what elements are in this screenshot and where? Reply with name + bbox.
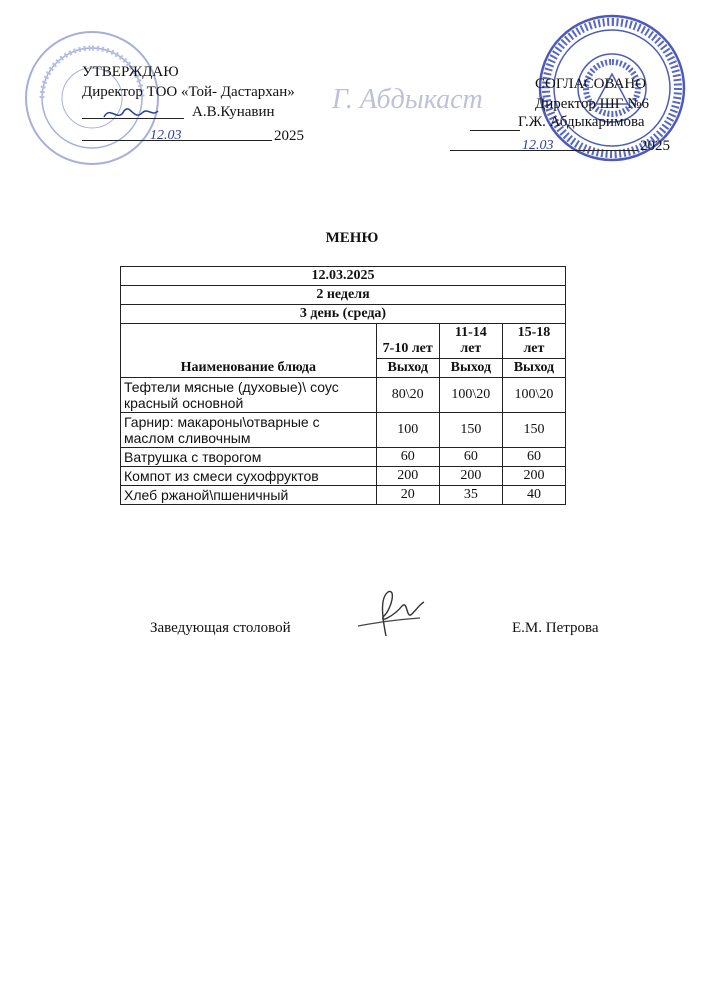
- age-header-row: [121, 324, 566, 359]
- footer-role: Заведующая столовой: [150, 620, 291, 636]
- agree-name: Г.Ж. Абдыкаримова: [518, 114, 645, 130]
- approve-signature: [100, 103, 160, 125]
- menu-day: 3 день (среда): [121, 305, 566, 324]
- table-row: [121, 486, 566, 505]
- portion-value: 100\20: [439, 378, 502, 413]
- approve-name: А.В.Кунавин: [192, 104, 275, 120]
- portion-value: 150: [502, 413, 565, 448]
- column-output-15-18: Выход: [502, 359, 565, 378]
- agree-position: Директор ШГ №6: [535, 96, 649, 112]
- portion-value: 60: [439, 448, 502, 467]
- agree-title: СОГЛАСОВАНО: [535, 76, 647, 92]
- portion-value: 100: [376, 413, 439, 448]
- portion-value: 100\20: [502, 378, 565, 413]
- portion-value: 40: [502, 486, 565, 505]
- day-row: [121, 305, 566, 324]
- portion-value: 200: [376, 467, 439, 486]
- dish-name: Тефтели мясные (духовые)\ соус красный основной: [121, 378, 377, 413]
- portion-value: 35: [439, 486, 502, 505]
- menu-week: 2 неделя: [121, 286, 566, 305]
- dish-name: Хлеб ржаной\пшеничный: [121, 486, 377, 505]
- approve-position: Директор ТОО «Той- Дастархан»: [82, 84, 295, 100]
- dish-name: Ватрушка с творогом: [121, 448, 377, 467]
- column-header-row: [121, 359, 566, 378]
- column-dish-name: Наименование блюда: [121, 359, 377, 378]
- portion-value: 20: [376, 486, 439, 505]
- date-row: [121, 267, 566, 286]
- age-header-blank: [121, 324, 377, 359]
- agree-signature-line: [470, 130, 520, 131]
- dish-name: Компот из смеси сухофруктов: [121, 467, 377, 486]
- menu-table: [120, 266, 566, 505]
- portion-value: 80\20: [376, 378, 439, 413]
- footer-name: Е.М. Петрова: [512, 620, 599, 636]
- portion-value: 60: [502, 448, 565, 467]
- portion-value: 200: [502, 467, 565, 486]
- menu-date: 12.03.2025: [121, 267, 566, 286]
- footer-signature: [350, 586, 430, 642]
- week-row: [121, 286, 566, 305]
- age-group-15-18: 15-18 лет: [502, 324, 565, 359]
- table-row: [121, 378, 566, 413]
- approve-year: 2025: [274, 128, 304, 144]
- agree-date-handwritten: 12.03: [522, 138, 554, 153]
- agree-year: 2025: [640, 138, 670, 154]
- table-row: [121, 413, 566, 448]
- approve-title: УТВЕРЖДАЮ: [82, 64, 179, 80]
- dish-name: Гарнир: макароны\отварные с маслом сливочным: [121, 413, 377, 448]
- table-row: [121, 448, 566, 467]
- approve-date-handwritten: 12.03: [150, 128, 182, 143]
- portion-value: 200: [439, 467, 502, 486]
- portion-value: 60: [376, 448, 439, 467]
- table-row: [121, 467, 566, 486]
- column-output-7-10: Выход: [376, 359, 439, 378]
- menu-title: МЕНЮ: [325, 230, 379, 246]
- portion-value: 150: [439, 413, 502, 448]
- age-group-11-14: 11-14 лет: [439, 324, 502, 359]
- column-output-11-14: Выход: [439, 359, 502, 378]
- age-group-7-10: 7-10 лет: [376, 324, 439, 359]
- handwritten-center-signature: Г. Абдыкаст: [332, 84, 483, 115]
